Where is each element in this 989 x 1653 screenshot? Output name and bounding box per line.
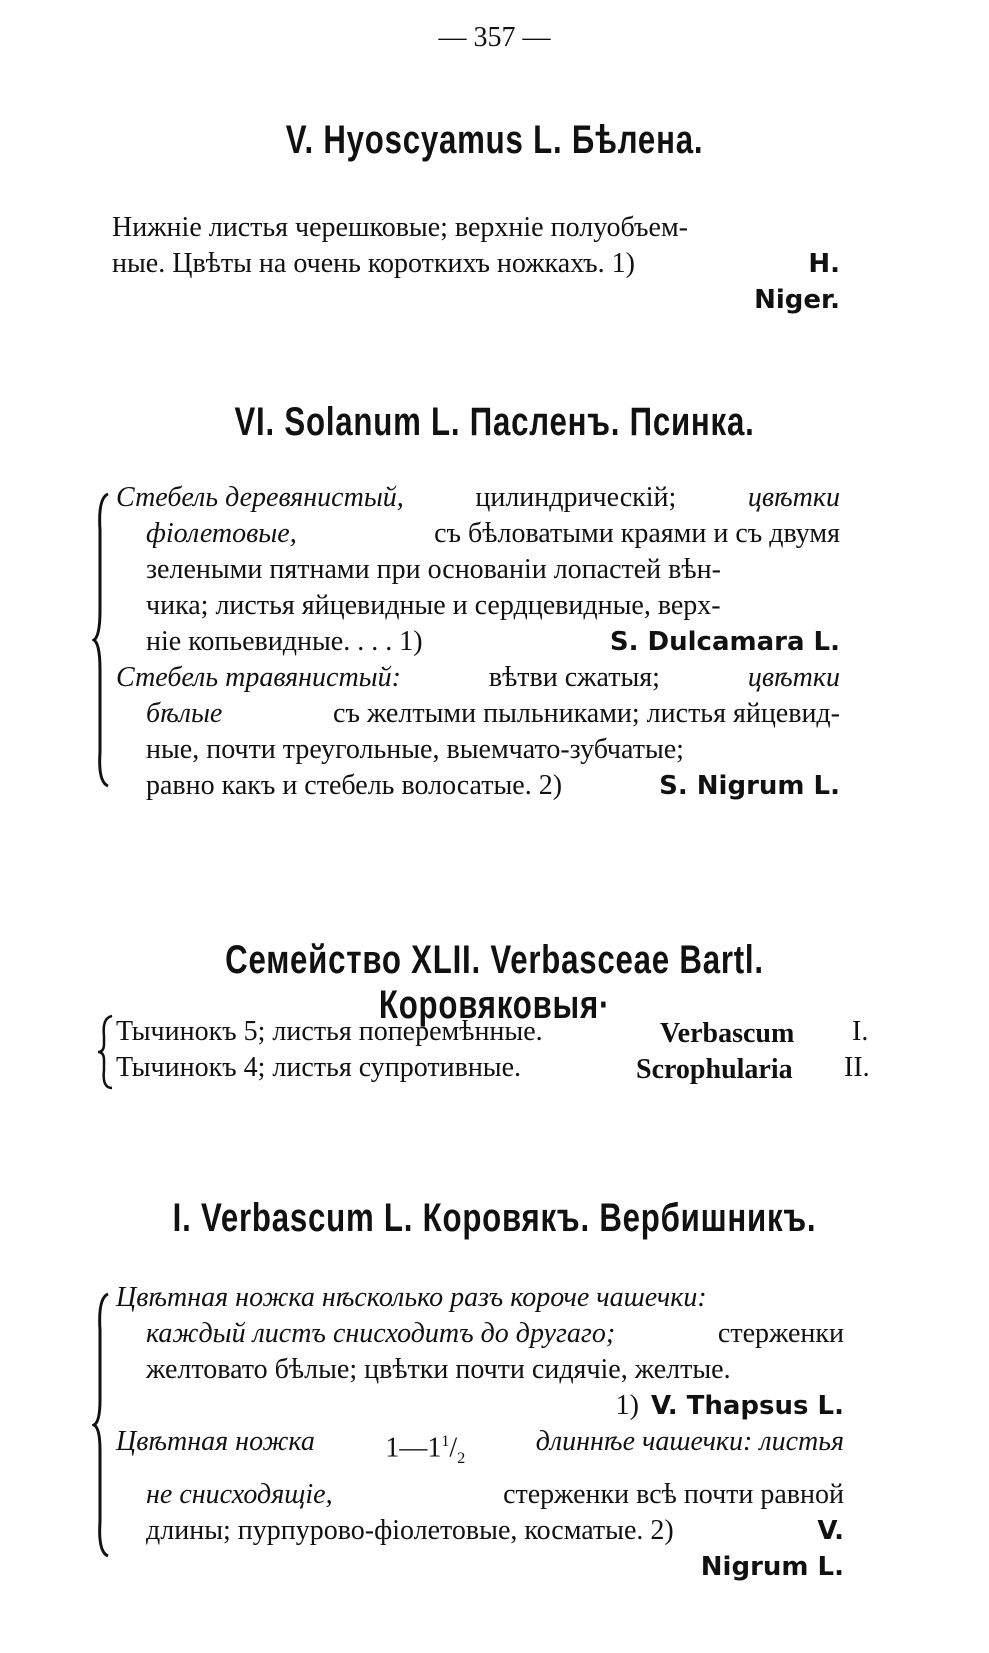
species-name: V. Thapsus L.: [650, 1391, 844, 1421]
section-heading-solanum: VI. Solanum L. Пасленъ. Псинка.: [234, 400, 755, 444]
text-span: стерженки всѣ почти равной: [503, 1478, 844, 1510]
text-span: ніе копьевидные. . . . 1): [146, 626, 423, 657]
section-body-solanum: [116, 480, 840, 804]
key-row-1: Тычинокъ 5; листья поперемѣнные.: [116, 1016, 543, 1047]
text-line: [116, 1388, 844, 1424]
section-body-verbascum: [116, 1280, 844, 1585]
text-line: [116, 1280, 844, 1316]
text-line: [116, 1316, 844, 1352]
fraction-denominator: 2: [457, 1449, 466, 1467]
text-span: Цвѣтная ножка нѣсколько разъ короче чашечки:: [116, 1282, 707, 1313]
text-line: желтовато бѣлые; цвѣтки почти сидячіе, желтые.: [146, 1354, 731, 1385]
text-line: [116, 624, 840, 660]
text-span: цилиндрическій;: [475, 482, 677, 513]
text-span: бѣлые: [146, 698, 223, 729]
text-line: ные, почти треугольные, выемчато-зубчатые;: [146, 734, 684, 765]
text-span: съ желтыми пыльниками; листья яйцевид-: [333, 698, 840, 729]
species-name: S. Nigrum L.: [659, 771, 840, 801]
text-line: [116, 1513, 844, 1549]
text-span: длиннѣе чашечки: листья: [535, 1426, 844, 1457]
curly-brace-icon: [96, 1012, 116, 1092]
key-row-2: Тычинокъ 4; листья супротивные.: [116, 1052, 522, 1083]
text-span: стерженки: [717, 1318, 844, 1349]
text-line: чика; листья яйцевидные и сердцевидные, верх-: [146, 590, 721, 621]
species-name: H.: [808, 249, 840, 279]
text-line: [116, 696, 840, 732]
fraction-numerator: 1: [441, 1433, 450, 1450]
text-span: ные. Цвѣты на очень короткихъ ножкахъ. 1): [112, 248, 635, 279]
text-span: цвѣтки: [747, 482, 840, 513]
text-line: [116, 660, 840, 696]
text-line: [112, 282, 840, 318]
text-line: Нижніе листья черешковые; верхніе полуобъем-: [112, 212, 688, 243]
family-heading-verbasceae: Семейство XLII. Verbasceae Bartl. Коровяковыя·: [225, 938, 764, 1027]
text-line: [116, 480, 840, 516]
text-span: каждый листъ снисходитъ до другаго;: [146, 1318, 616, 1349]
species-name: V.: [817, 1515, 844, 1546]
genus-number: I.: [852, 1016, 869, 1047]
species-name: Niger.: [754, 285, 840, 315]
text-span: вѣтви сжатыя;: [488, 662, 660, 693]
species-name: Nigrum L.: [700, 1551, 844, 1582]
text-line: [116, 516, 840, 552]
text-span: равно какъ и стебель волосатые. 2): [146, 770, 563, 801]
text-span: Стебель деревянистый,: [116, 482, 404, 513]
text-span: фіолетовые,: [146, 518, 297, 549]
text-span: Стебель травянистый:: [116, 662, 401, 693]
text-span: 1—1: [385, 1432, 442, 1464]
text-line: [116, 1424, 844, 1477]
genus-name: Scrophularia: [636, 1054, 793, 1085]
text-span: $1—1^1/_2$: [385, 1432, 466, 1467]
text-line: [112, 246, 840, 282]
text-span: съ бѣловатыми краями и съ двумя: [434, 518, 840, 549]
genus-name: Verbascum: [660, 1018, 795, 1049]
text-line: [116, 1549, 844, 1585]
section-heading-verbascum: I. Verbascum L. Коровякъ. Вербишникъ.: [172, 1196, 817, 1240]
text-line: [116, 768, 840, 804]
page-number: — 357 —: [438, 22, 551, 53]
section-heading-hyoscyamus: V. Hyoscyamus L. Бѣлена.: [285, 118, 704, 162]
text-span: Цвѣтная ножка: [116, 1426, 315, 1457]
text-span: не снисходящіе,: [146, 1478, 333, 1510]
text-span: длины; пурпурово-фіолетовые, косматые. 2): [146, 1514, 674, 1546]
text-line: зелеными пятнами при основаніи лопастей вѣн-: [146, 554, 721, 585]
curly-brace-icon: [92, 1290, 114, 1560]
text-line: [116, 1477, 844, 1513]
genus-number: II.: [844, 1052, 870, 1083]
section-body-hyoscyamus: [112, 210, 840, 318]
species-name: S. Dulcamara L.: [609, 627, 840, 657]
text-span: 1): [615, 1390, 639, 1421]
text-span: цвѣтки: [747, 662, 840, 693]
curly-brace-icon: [92, 490, 114, 790]
